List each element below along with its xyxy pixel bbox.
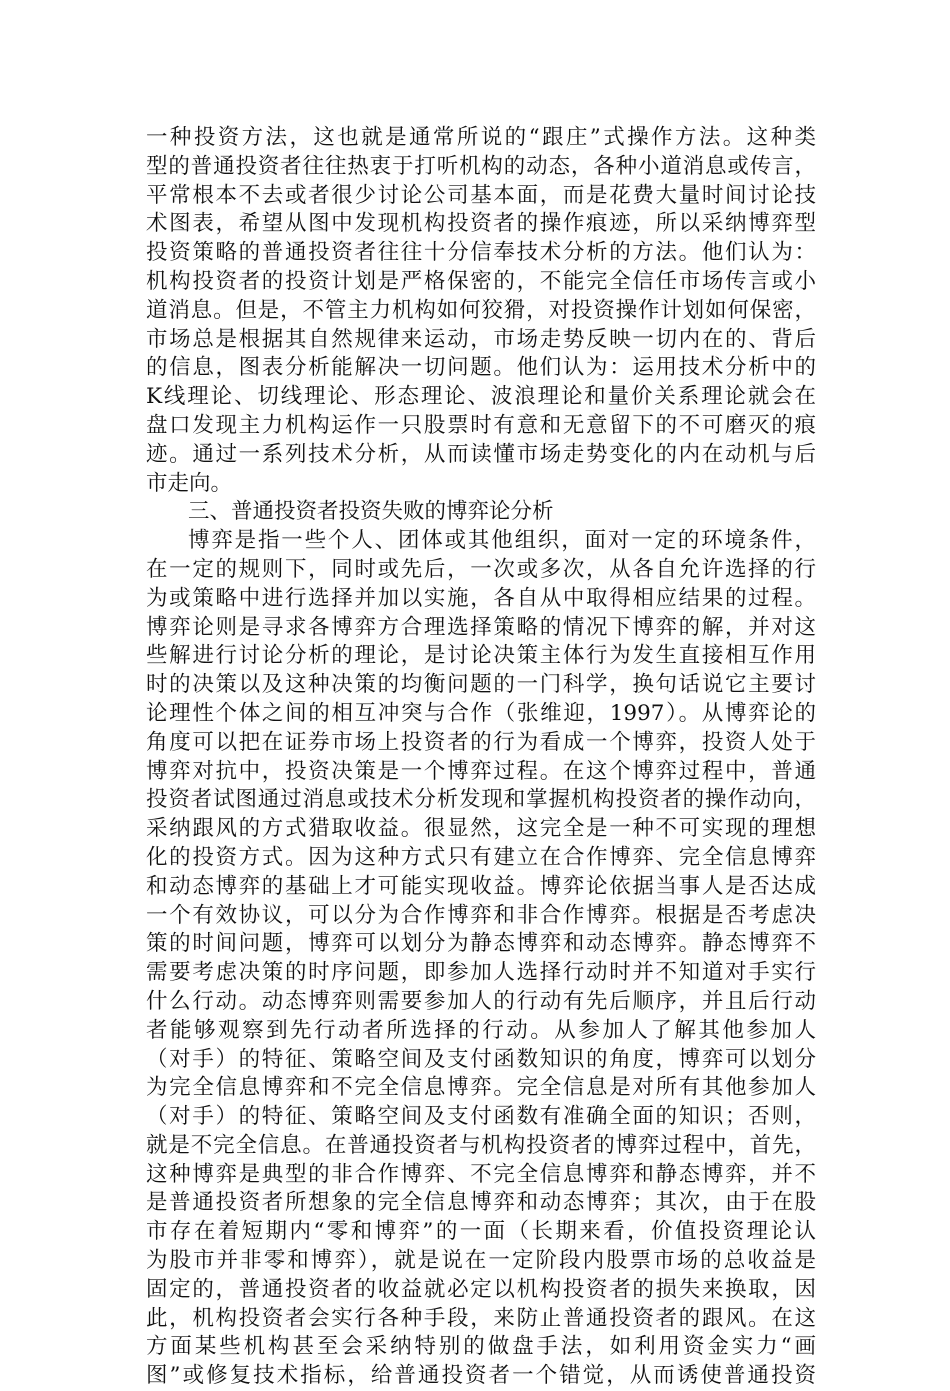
text-line: 为股市并非零和博弈），就是说在一定阶段内股票市场的总收益是 <box>146 1248 816 1274</box>
text-line: 需要考虑决策的时序问题，即参加人选择行动时并不知道对手实行 <box>146 960 816 986</box>
text-line: 市存在着短期内“零和博弈”的一面（长期来看，价值投资理论认 <box>146 1219 816 1245</box>
text-line: 博弈论则是寻求各博弈方合理选择策略的情况下博弈的解，并对这 <box>146 614 816 640</box>
text-line: 采纳跟风的方式猎取收益。很显然，这完全是一种不可实现的理想 <box>146 816 816 842</box>
text-line: 就是不完全信息。在普通投资者与机构投资者的博弈过程中，首先， <box>146 1132 816 1158</box>
text-line: 什么行动。动态博弈则需要参加人的行动有先后顺序，并且后行动 <box>146 988 816 1014</box>
text-line: 角度可以把在证券市场上投资者的行为看成一个博弈，投资人处于 <box>146 729 816 755</box>
text-line: 方面某些机构甚至会采纳特别的做盘手法，如利用资金实力“画 <box>146 1334 816 1360</box>
text-line: 些解进行讨论分析的理论，是讨论决策主体行为发生直接相互作用 <box>146 643 816 669</box>
text-line: 投资者试图通过消息或技术分析发现和掌握机构投资者的操作动向， <box>146 787 816 813</box>
text-line: 图”或修复技术指标，给普通投资者一个错觉，从而诱使普通投资 <box>146 1363 816 1389</box>
text-line: 时的决策以及这种决策的均衡问题的一门科学，换句话说它主要讨 <box>146 672 816 698</box>
text-line: 为或策略中进行选择并加以实施，各自从中取得相应结果的过程。 <box>146 585 816 611</box>
text-line: （对手）的特征、策略空间及支付函数知识的角度，博弈可以划分 <box>146 1046 816 1072</box>
text-line: 策的时间问题，博弈可以划分为静态博弈和动态博弈。静态博弈不 <box>146 931 816 957</box>
section-heading: 三、普通投资者投资失败的博弈论分析 <box>188 499 554 525</box>
text-line: 者能够观察到先行动者所选择的行动。从参加人了解其他参加人 <box>146 1017 816 1043</box>
text-line: 市场总是根据其自然规律来运动，市场走势反映一切内在的、背后 <box>146 326 816 352</box>
text-line: 迹。通过一系列技术分析，从而读懂市场走势变化的内在动机与后 <box>146 441 816 467</box>
text-line: 此，机构投资者会实行各种手段，来防止普通投资者的跟风。在这 <box>146 1305 816 1331</box>
text-line: 化的投资方式。因为这种方式只有建立在合作博弈、完全信息博弈 <box>146 844 816 870</box>
text-line: 博弈是指一些个人、团体或其他组织，面对一定的环境条件， <box>188 528 816 554</box>
text-line: 在一定的规则下，同时或先后，一次或多次，从各自允许选择的行 <box>146 556 816 582</box>
text-line: 这种博弈是典型的非合作博弈、不完全信息博弈和静态博弈，并不 <box>146 1161 816 1187</box>
text-line: 的信息，图表分析能解决一切问题。他们认为：运用技术分析中的 <box>146 355 816 381</box>
text-line: 机构投资者的投资计划是严格保密的，不能完全信任市场传言或小 <box>146 268 816 294</box>
paragraph-continued <box>146 124 816 498</box>
text-line: 道消息。但是，不管主力机构如何狡猾，对投资操作计划如何保密， <box>146 297 816 323</box>
text-line: 为完全信息博弈和不完全信息博弈。完全信息是对所有其他参加人 <box>146 1075 816 1101</box>
text-line: 术图表，希望从图中发现机构投资者的操作痕迹，所以采纳博弈型 <box>146 211 816 237</box>
text-line: 盘口发现主力机构运作一只股票时有意和无意留下的不可磨灭的痕 <box>146 412 816 438</box>
text-line: 固定的，普通投资者的收益就必定以机构投资者的损失来换取，因 <box>146 1276 816 1302</box>
text-line: 博弈对抗中，投资决策是一个博弈过程。在这个博弈过程中，普通 <box>146 758 816 784</box>
document-page <box>146 124 816 1391</box>
text-line: 平常根本不去或者很少讨论公司基本面，而是花费大量时间讨论技 <box>146 182 816 208</box>
text-line: 一个有效协议，可以分为合作博弈和非合作博弈。根据是否考虑决 <box>146 902 816 928</box>
text-line: 一种投资方法，这也就是通常所说的“跟庄”式操作方法。这种类 <box>146 125 816 150</box>
text-line: K线理论、切线理论、形态理论、波浪理论和量价关系理论就会在 <box>146 384 816 410</box>
text-line: 论理性个体之间的相互冲突与合作（张维迎，1997）。从博弈论的 <box>146 700 816 726</box>
text-line: （对手）的特征、策略空间及支付函数有准确全面的知识；否则， <box>146 1104 816 1130</box>
text-line: 是普通投资者所想象的完全信息博弈和动态博弈；其次，由于在股 <box>146 1190 816 1216</box>
text-line: 和动态博弈的基础上才可能实现收益。博弈论依据当事人是否达成 <box>146 873 816 899</box>
text-line: 投资策略的普通投资者往往十分信奉技术分析的方法。他们认为： <box>146 240 816 266</box>
text-line: 型的普通投资者往往热衷于打听机构的动态，各种小道消息或传言， <box>146 153 816 179</box>
text-line: 市走向。 <box>146 470 233 496</box>
paragraph-game-theory <box>146 527 816 1391</box>
